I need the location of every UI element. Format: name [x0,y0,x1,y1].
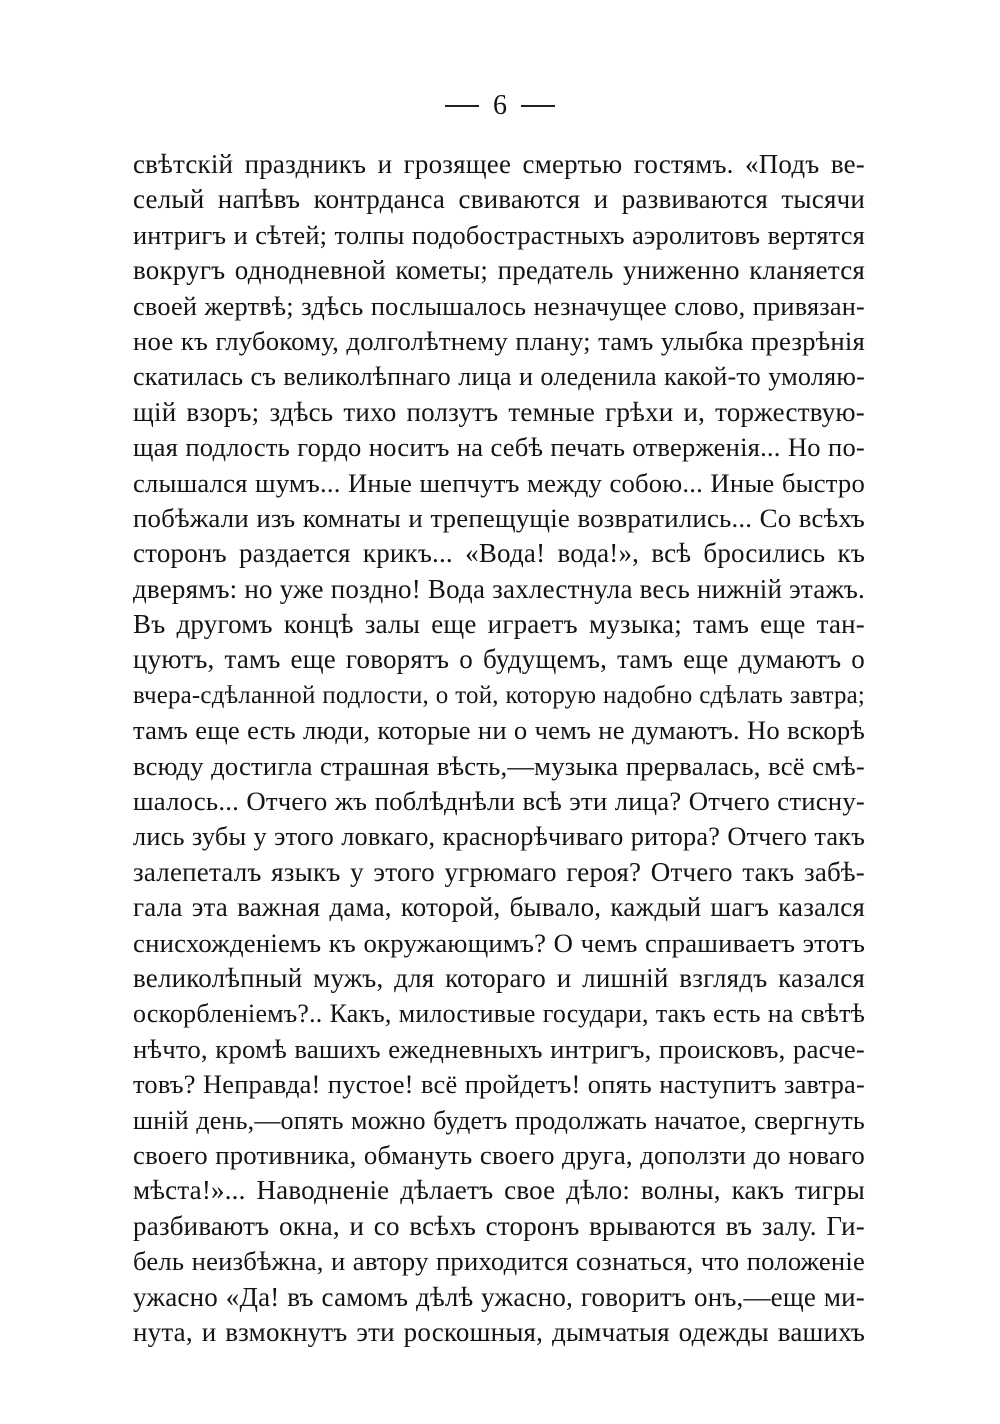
text-line: слышался шумъ... Иные шепчутъ между собою... Иные быстро [133,467,865,498]
text-line: своей жертвѣ; здѣсь послышалось незначущее слово, привязан- [133,291,865,321]
body-text [133,147,865,1350]
text-line: ное къ глубокому, долголѣтнему плану; тамъ улыбка презрѣнія [133,325,865,356]
text-line: щая подлость гордо носитъ на себѣ печать отверженія... Но по- [133,432,865,463]
text-line: вокругъ однодневной кометы; предатель униженно кланяется [133,255,865,286]
text-line: сторонъ раздается крикъ... «Вода! вода!», всѣ бросились къ [133,538,865,569]
text-line: Въ другомъ концѣ залы еще играетъ музыка; тамъ еще тан- [133,609,865,640]
text-line: мѣста!»... Наводненіе дѣлаетъ свое дѣло: волны, какъ тигры [133,1175,865,1206]
page-header [0,84,1000,126]
text-line: скатилась съ великолѣпнаго лица и оледенила какой-то умоляю- [133,362,865,392]
text-line: нута, и взмокнутъ эти роскошныя, дымчатыя одежды вашихъ [133,1316,865,1347]
header-right-dash [521,105,555,107]
text-line: вчера-сдѣланной подлости, о той, которую надобно сдѣлать завтра; [133,681,865,709]
text-line: залепеталъ языкъ у этого угрюмаго героя? Отчего такъ забѣ- [133,856,865,887]
text-line: оскорбленіемъ?.. Какъ, милостивые государи, такъ есть на свѣтѣ [133,999,865,1029]
text-line: нѣчто, кромѣ вашихъ ежедневныхъ интригъ, происковъ, расче- [133,1033,865,1064]
text-line: щій взоръ; здѣсь тихо ползутъ темные грѣхи и, торжествую- [133,396,865,427]
text-line: побѣжали изъ комнаты и трепещущіе возвратились... Со всѣхъ [133,502,865,533]
text-line: шалось... Отчего жъ поблѣднѣли всѣ эти лица? Отчего стисну- [133,786,865,817]
text-line: всюду достигла страшная вѣсть,—музыка прервалась, всё смѣ- [133,750,865,781]
text-line: гала эта важная дама, которой, бывало, каждый шагъ казался [133,892,865,923]
text-line: цуютъ, тамъ еще говорятъ о будущемъ, тамъ еще думаютъ о [133,644,865,675]
text-line: тамъ еще есть люди, которые ни о чемъ не думаютъ. Но вскорѣ [133,715,865,746]
text-line: разбиваютъ окна, и со всѣхъ сторонъ врываются въ залу. Ги- [133,1210,865,1241]
text-line: ужасно «Да! въ самомъ дѣлѣ ужасно, говоритъ онъ,—еще ми- [133,1281,865,1312]
text-line: дверямъ: но уже поздно! Вода захлестнула весь нижній этажъ. [133,573,865,604]
text-line: великолѣпный мужъ, для котораго и лишній взглядъ казался [133,962,865,993]
text-line: своего противника, обмануть своего друга, доползти до новаго [133,1139,865,1170]
text-line: товъ? Неправда! пустое! всё пройдетъ! опять наступитъ завтра- [133,1069,865,1100]
text-line: бель неизбѣжна, и автору приходится сознаться, что положеніе [133,1246,865,1277]
text-line: снисхожденіемъ къ окружающимъ? О чемъ спрашиваетъ этотъ [133,927,865,958]
text-line: интригъ и сѣтей; толпы подобострастныхъ аэролитовъ вертятся [133,220,865,250]
text-line: свѣтскій праздникъ и грозящее смертью гостямъ. «Подъ ве- [133,149,865,179]
page-number: 6 [493,89,507,121]
text-line: лись зубы у этого ловкаго, краснорѣчиваго ритора? Отчего такъ [133,822,865,852]
text-line: шній день,—опять можно будетъ продолжать начатое, свергнуть [133,1105,865,1135]
text-line: селый напѣвъ контрданса свиваются и развиваются тысячи [133,184,865,215]
header-left-dash [445,105,479,107]
